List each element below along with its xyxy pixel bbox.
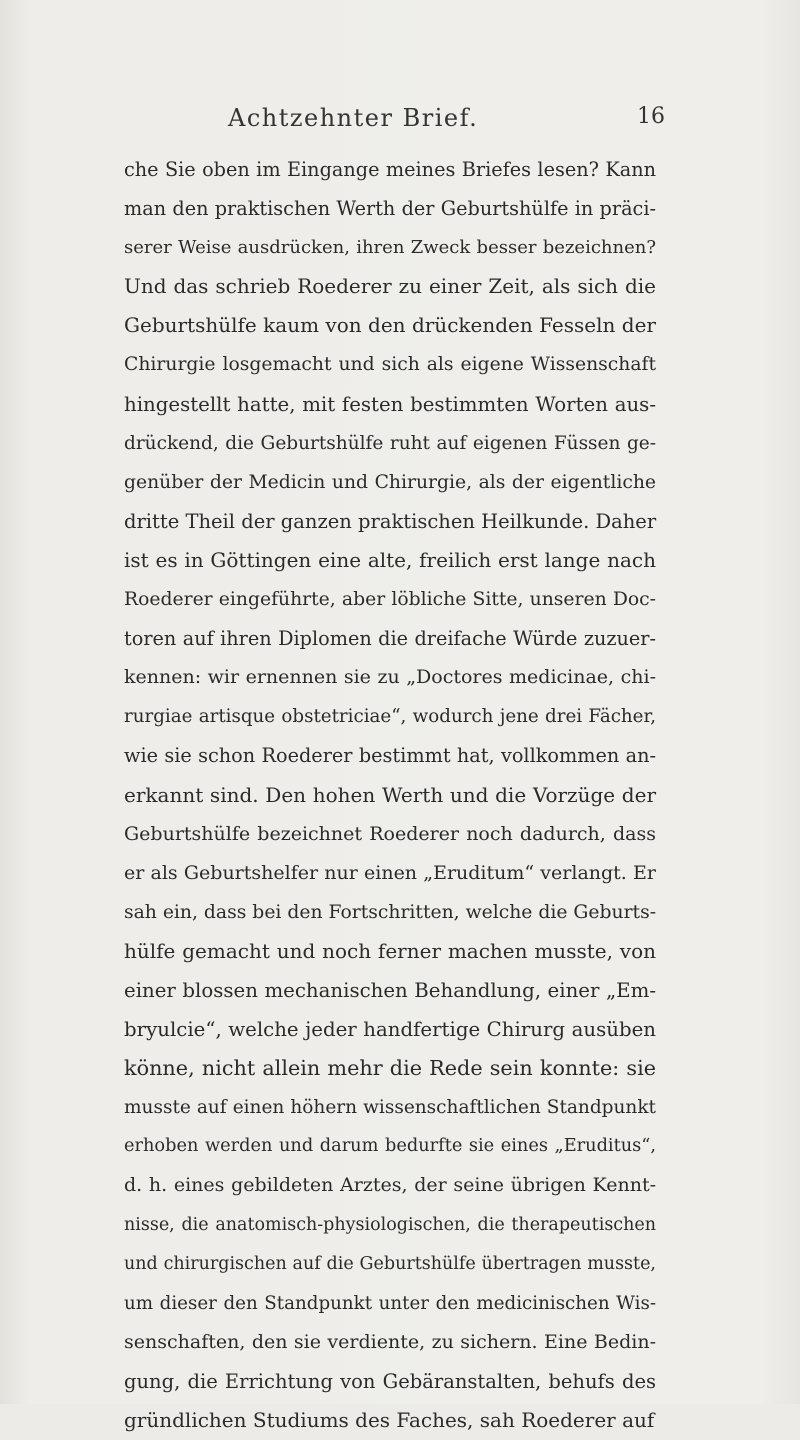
text-line: Und das schrieb Roederer zu einer Zeit, als sich die [124, 274, 656, 299]
text-line: toren auf ihren Diplomen die dreifache Würde zuzuer- [124, 627, 656, 651]
text-line: d. h. eines gebildeten Arztes, der seine übrigen Kennt- [124, 1174, 656, 1197]
text-line: musste auf einen höhern wissenschaftlichen Standpunkt [124, 1097, 656, 1119]
text-line: senschaften, den sie verdiente, zu sichern. Eine Bedin- [124, 1330, 656, 1353]
text-line: che Sie oben im Eingange meines Briefes lesen? Kann [124, 158, 656, 181]
text-line: bryulcie“, welche jeder handfertige Chirurg ausüben [124, 1018, 656, 1042]
text-line: und chirurgischen auf die Geburtshülfe übertragen musste, [124, 1253, 656, 1274]
text-line: genüber der Medicin und Chirurgie, als der eigentliche [124, 471, 656, 493]
header-title: Achtzehnter Brief. [228, 104, 479, 132]
text-line: Roederer eingeführte, aber löbliche Sitte, unseren Doc- [124, 589, 656, 611]
text-line: man den praktischen Werth der Geburtshülfe in präci- [124, 197, 656, 221]
text-line: einer blossen mechanischen Behandlung, einer „Em- [124, 978, 656, 1002]
text-line: dritte Theil der ganzen praktischen Heilkunde. Daher [124, 509, 657, 533]
text-line: hülfe gemacht und noch ferner machen musste, von [124, 938, 656, 963]
text-line: rurgiae artisque obstetriciae“, wodurch jene drei Fächer, [124, 706, 656, 728]
text-line: Geburtshülfe bezeichnet Roederer noch dadurch, dass [124, 822, 656, 845]
text-line: um dieser den Standpunkt unter den medicinischen Wis- [124, 1292, 656, 1314]
running-header [0, 98, 800, 138]
text-line: hingestellt hatte, mit festen bestimmten Worten aus- [124, 392, 656, 416]
page-number: 16 [637, 104, 665, 129]
text-line: nisse, die anatomisch-physiologischen, die therapeutischen [124, 1214, 656, 1235]
text-line: kennen: wir ernennen sie zu „Doctores medicinae, chi- [124, 666, 656, 689]
text-line: er als Geburtshelfer nur einen „Eruditum“ verlangt. Er [124, 861, 656, 884]
text-line: drückend, die Geburtshülfe ruht auf eigenen Füssen ge- [124, 432, 656, 454]
text-line: gung, die Errichtung von Gebäranstalten, behufs des [124, 1369, 656, 1393]
text-line: wie sie schon Roederer bestimmt hat, vollkommen an- [124, 744, 656, 768]
text-line: erkannt sind. Den hohen Werth und die Vorzüge der [124, 782, 656, 807]
text-line: Chirurgie losgemacht und sich als eigene Wissenschaft [124, 354, 656, 376]
text-line: ist es in Göttingen eine alte, freilich erst lange nach [124, 547, 656, 572]
text-line: erhoben werden und darum bedurfte sie eines „Eruditus“, [124, 1136, 656, 1157]
text-line: könne, nicht allein mehr die Rede sein konnte: sie [124, 1056, 656, 1081]
text-line: serer Weise ausdrücken, ihren Zweck besser bezeichnen? [124, 237, 656, 259]
text-line: sah ein, dass bei den Fortschritten, welche die Geburts- [124, 901, 657, 923]
text-line: gründlichen Studiums des Faches, sah Roederer auf [124, 1408, 655, 1432]
body-text [124, 150, 656, 1440]
text-line: Geburtshülfe kaum von den drückenden Fesseln der [124, 313, 656, 338]
